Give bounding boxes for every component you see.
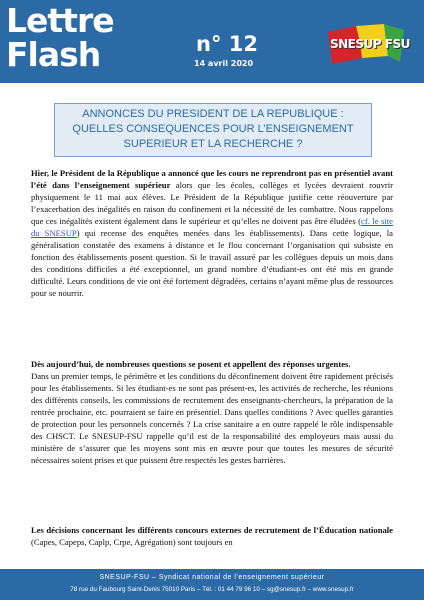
- issue-date: 14 avril 2020: [194, 59, 254, 68]
- paragraph-1-text-b: ) qui recense des enquêtes menées dans les établissements). Dans cette logique, la généralisation constatée des examens à distance et le flou concernant l’organisation qui subsiste en fonction des établissements posent question. Si le travail assuré par les collègues depuis un mois dans des conditions difficiles a été exceptionnel, un grand nombre d’étudiant-es ont été mis en grande difficulté. Leurs conditions de vie ont été fortement dégradées, certains n’ayant même plus de ressources pour se nourrir.: [31, 228, 393, 298]
- paragraph-3-text: (Capes, Capeps, Caplp, Crpe, Agrégation) sont toujours en: [31, 537, 233, 547]
- paragraph-1-lead: Hier, le Président de la République a annoncé que les cours ne reprendront pas en présentiel avant l’été dans l’enseignement supérieur: [31, 168, 393, 190]
- footer-contact: 78 rue du Faubourg Saint-Denis 75010 Paris – Tél. : 01 44 79 96 10 – sg@snesup.fr – www.snesup.fr: [70, 586, 354, 593]
- snesup-fsu-logo: [326, 22, 410, 74]
- headline-line2: QUELLES CONSEQUENCES POUR L’ENSEIGNEMENT: [72, 123, 354, 135]
- snesup-site-link[interactable]: cf. le site du SNESUP: [31, 216, 393, 238]
- article-paragraph-3: [31, 524, 393, 548]
- logo-wordmark: SNESUP FSU: [330, 37, 410, 51]
- section-2-heading: Dès aujourd’hui, de nombreuses questions se posent et appellent des réponses urgentes.: [31, 359, 351, 369]
- headline-line1: ANNONCES DU PRESIDENT DE LA REPUBLIQUE :: [82, 108, 344, 120]
- masthead-title-line1: Lettre: [6, 1, 114, 40]
- footer-organization: SNESUP-FSU – Syndicat national de l’enseignement supérieur: [99, 574, 325, 581]
- article-section-2: [31, 358, 393, 466]
- article-paragraph-1: [31, 167, 393, 299]
- headline-line3: SUPERIEUR ET LA RECHERCHE ?: [123, 138, 303, 150]
- paragraph-1-text-a: alors que les écoles, collèges et lycées devraient rouvrir physiquement le 11 mai aux élèves. Le Président de la République justifie cette réouverture par l’exacerbation des inégalités en raison du confinement et la nécessité de les combattre. Nous rappelons que ces inégalités existent également dans le supérieur et qu’elles ne doivent pas être éludées (: [31, 180, 394, 226]
- paragraph-3-lead: Les décisions concernant les différents concours externes de recrutement de l’Éducation nationale: [31, 525, 393, 535]
- footer: [0, 569, 424, 600]
- masthead-title-line2: Flash: [6, 35, 101, 74]
- paragraph-2: Dans un premier temps, le périmètre et les conditions du déconfinement doivent être rapidement précisés pour les établissements. Si les étudiant-es ne sont pas présent-es, les activités de recherche, les réunions des différents conseils, les commissions de recrutement des enseignants-chercheurs, la préparation de la rentrée prochaine, etc. pourraient se faire en présentiel. Dans quelles conditions ? Avec quelles garanties de protection pour les personnels concernés ? La crise sanitaire a en outre rappelé le rôle indispensable des CHSCT. Le SNESUP-FSU rappelle qu’il est de la responsabilité des employeurs mais aussi du ministère de s’assurer que les moyens sont mis en œuvre pour que toutes les mesures de sécurité nécessaires soient prises et que puissent être respectés les gestes barrières.: [31, 371, 393, 465]
- issue-number: n° 12: [196, 32, 258, 56]
- headline-banner: [54, 103, 372, 157]
- masthead: [0, 0, 424, 83]
